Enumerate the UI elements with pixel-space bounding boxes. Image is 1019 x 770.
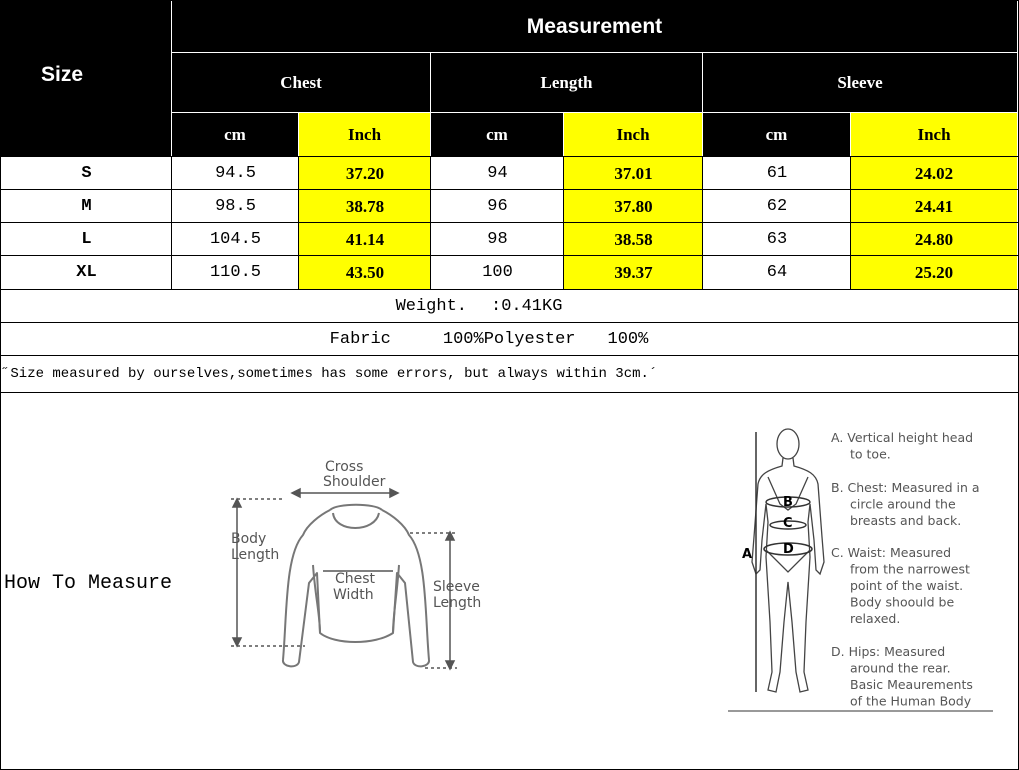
legend-line: breasts and back. — [850, 513, 962, 528]
size-cell — [1, 190, 172, 223]
unit-label: Inch — [347, 124, 382, 144]
body-letter-a: A — [742, 547, 753, 562]
table-cell — [431, 223, 564, 256]
body-letter-d: D — [783, 542, 794, 557]
note-row — [0, 356, 1018, 392]
how-to-measure-label: How To Measure — [4, 571, 173, 595]
body-letter-c: C — [783, 516, 793, 531]
cell-value: 39.37 — [614, 262, 653, 282]
cell-value: 41.14 — [345, 229, 385, 249]
legend-line: D. Hips: Measured — [831, 644, 946, 659]
group-header-length — [431, 53, 702, 112]
legend-line: from the narrowest — [850, 561, 970, 577]
table-cell — [299, 256, 431, 289]
table-cell — [851, 157, 1017, 190]
table-cell — [299, 223, 431, 256]
shirt-diagram — [225, 455, 490, 680]
unit-header-sleeve-inch — [851, 113, 1017, 156]
group-header-chest — [172, 53, 430, 112]
chest-width-label-2: Width — [333, 587, 374, 603]
cell-value: 38.58 — [614, 229, 653, 249]
table-cell — [851, 256, 1017, 289]
legend-line: of the Human Body — [850, 693, 972, 709]
table-cell — [299, 190, 431, 223]
table-cell — [172, 190, 299, 223]
table-cell — [299, 157, 431, 190]
size-cell — [1, 256, 172, 289]
cell-value: 61 — [766, 164, 788, 183]
table-cell — [564, 157, 703, 190]
table-cell — [564, 223, 703, 256]
cell-value: 63 — [766, 230, 788, 249]
fabric-value: 100%Polyester — [442, 329, 576, 349]
legend-line: circle around the — [850, 496, 956, 512]
legend-line: Basic Meaurements — [850, 677, 973, 692]
note-text: ˝Size measured by ourselves,sometimes has some errors, but always within 3cm.´ — [2, 366, 658, 382]
size-header — [1, 1, 171, 156]
legend-line: Body shoould be — [850, 594, 955, 610]
legend-line: to toe. — [850, 446, 891, 462]
group-header-sleeve — [703, 53, 1017, 112]
table-cell — [431, 190, 564, 223]
legend-line: A. Vertical height head — [831, 430, 974, 445]
group-header-length-label: Length — [540, 72, 593, 92]
cell-value: 24.41 — [914, 196, 954, 216]
size-header-label: Size — [41, 62, 84, 86]
unit-label: cm — [486, 124, 508, 144]
legend-line: point of the waist. — [850, 578, 964, 593]
legend-line: relaxed. — [850, 611, 901, 626]
cell-value: 94 — [487, 164, 508, 183]
cross-shoulder-label-2: Shoulder — [323, 474, 386, 490]
cell-value: 94.5 — [215, 164, 256, 183]
table-cell — [703, 157, 851, 190]
cell-value: 104.5 — [209, 230, 261, 249]
table-cell — [851, 190, 1017, 223]
fabric-row — [0, 323, 1018, 355]
table-cell — [703, 256, 851, 289]
cell-value: 110.5 — [209, 263, 261, 282]
cell-value: 24.02 — [914, 163, 954, 183]
measurement-header — [172, 1, 1017, 52]
table-cell — [172, 157, 299, 190]
chest-width-label-1: Chest — [335, 571, 376, 587]
table-cell — [172, 223, 299, 256]
fabric-label: Fabric — [329, 329, 391, 349]
cell-value: 38.78 — [345, 196, 385, 216]
table-cell — [703, 190, 851, 223]
table-cell — [431, 256, 564, 289]
unit-header-chest-cm — [172, 113, 298, 156]
cell-value: 62 — [766, 197, 788, 216]
unit-label: Inch — [616, 124, 650, 144]
table-cell — [851, 223, 1017, 256]
body-length-label-2: Length — [231, 547, 280, 563]
table-cell — [564, 190, 703, 223]
body-letter-b: B — [783, 495, 793, 510]
group-header-chest-label: Chest — [280, 72, 322, 92]
cell-value: 37.80 — [614, 196, 653, 216]
cross-shoulder-label-1: Cross — [325, 459, 364, 475]
cell-value: 25.20 — [914, 262, 954, 282]
fabric-percent: 100% — [607, 329, 649, 349]
unit-label: Inch — [917, 124, 951, 144]
unit-header-length-inch — [564, 113, 702, 156]
cell-value: 64 — [766, 263, 788, 282]
table-cell — [172, 256, 299, 289]
cell-value: 37.01 — [614, 163, 653, 183]
cell-value: 100 — [482, 263, 513, 282]
table-cell — [703, 223, 851, 256]
body-length-label-1: Body — [231, 531, 267, 547]
legend-line: around the rear. — [850, 660, 951, 676]
legend-line: B. Chest: Measured in a — [831, 480, 980, 495]
table-cell — [564, 256, 703, 289]
size-cell — [1, 223, 172, 256]
group-header-sleeve-label: Sleeve — [837, 72, 883, 92]
weight-value: :0.41KG — [491, 296, 563, 316]
unit-header-length-cm — [431, 113, 563, 156]
size-value: S — [81, 164, 92, 183]
size-value: M — [81, 197, 92, 216]
cell-value: 98.5 — [215, 197, 256, 216]
weight-label: Weight. — [395, 296, 467, 316]
cell-value: 24.80 — [914, 229, 954, 249]
cell-value: 43.50 — [345, 262, 385, 282]
sleeve-length-label-1: Sleeve — [433, 579, 480, 595]
cell-value: 96 — [487, 197, 508, 216]
measurement-header-label: Measurement — [526, 14, 663, 38]
cell-value: 37.20 — [345, 163, 385, 183]
legend-line: C. Waist: Measured — [831, 545, 952, 560]
size-cell — [1, 157, 172, 190]
body-diagram — [728, 422, 1013, 714]
weight-row — [0, 290, 1018, 322]
unit-header-sleeve-cm — [703, 113, 850, 156]
cell-value: 98 — [487, 230, 508, 249]
unit-header-chest-inch — [299, 113, 430, 156]
how-to-measure-title — [4, 566, 204, 600]
sleeve-length-label-2: Length — [433, 595, 482, 611]
table-cell — [431, 157, 564, 190]
size-value: L — [81, 230, 92, 249]
unit-label: cm — [765, 124, 788, 144]
size-value: XL — [76, 263, 97, 282]
unit-label: cm — [224, 124, 246, 144]
